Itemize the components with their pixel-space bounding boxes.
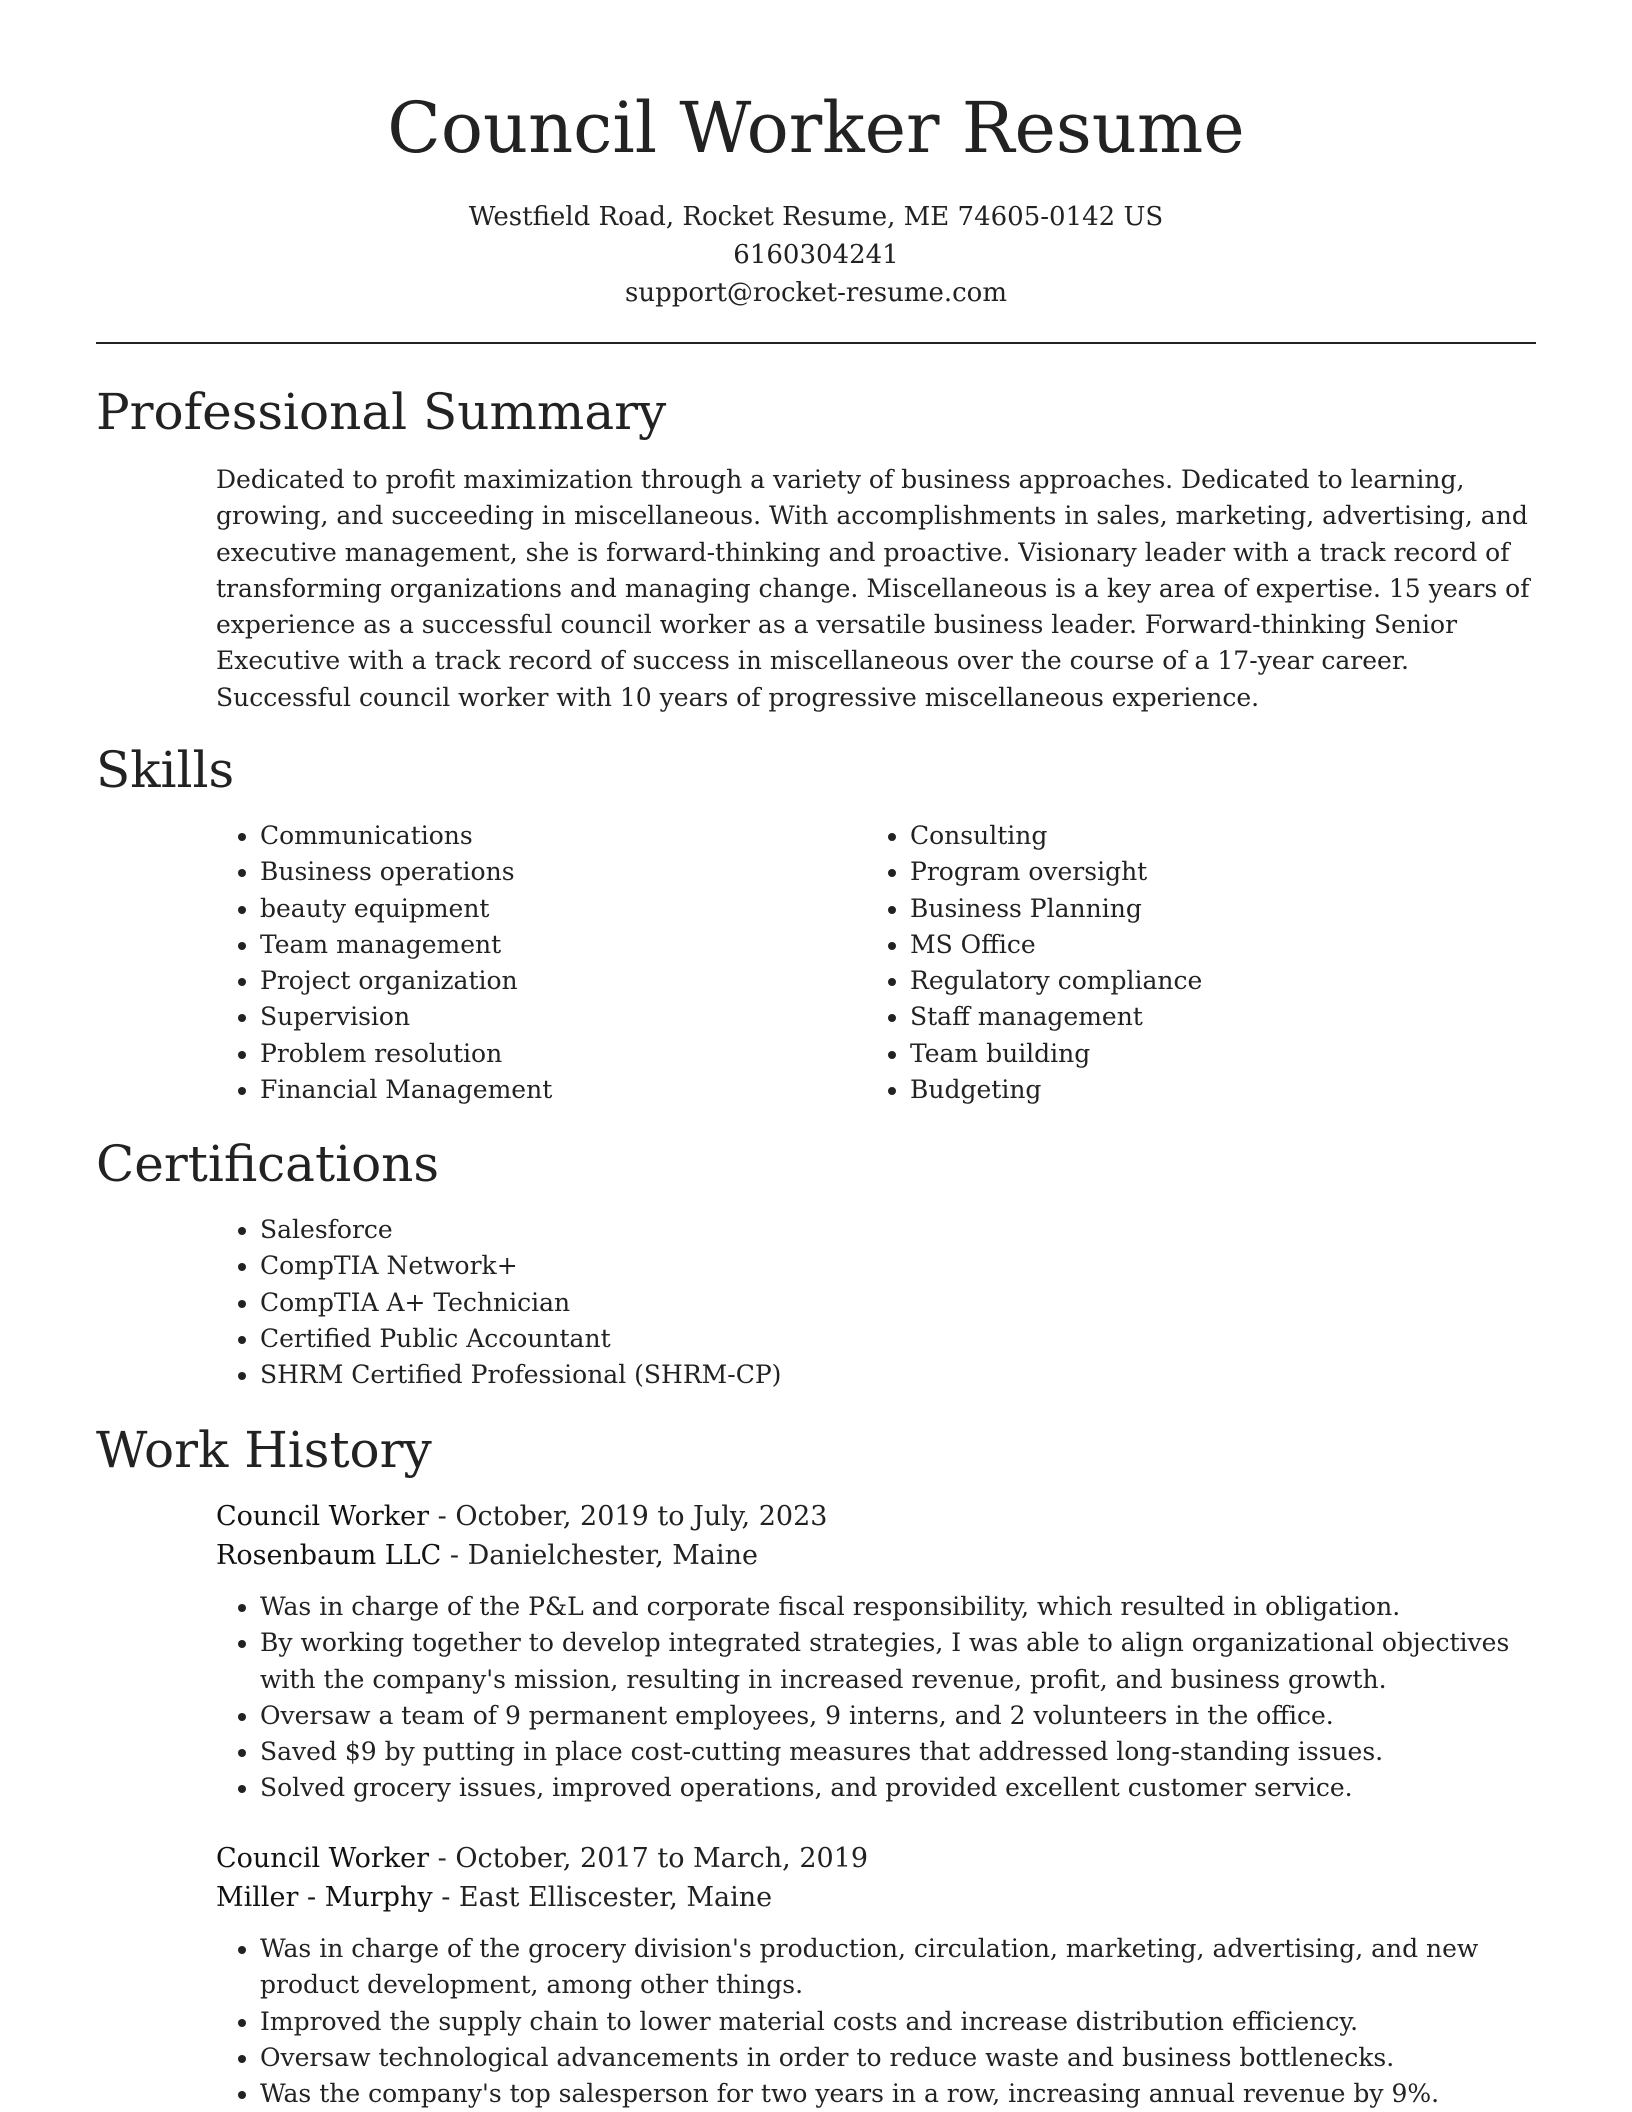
job-bullet: • Saved $9 by putting in place cost-cutting measures that addressed long-standing issues.: [260, 1734, 1536, 1770]
skill-item: • Consulting: [910, 818, 1466, 854]
skill-item: • Project organization: [260, 963, 816, 999]
job-title-line: [216, 1497, 1536, 1536]
certification-item: • Salesforce: [260, 1212, 1536, 1248]
skills-right-list: [866, 818, 1466, 1108]
job-location: Danielchester, Maine: [467, 1540, 759, 1571]
job-bullets: [216, 1589, 1536, 1807]
job-bullets: [216, 1931, 1536, 2112]
skill-item: • Budgeting: [910, 1072, 1466, 1108]
contact-address: Westfield Road, Rocket Resume, ME 74605-0142 US: [468, 202, 1164, 232]
skills-left-list: [216, 818, 816, 1108]
skill-item: • Business operations: [260, 854, 816, 890]
job-dates: October, 2017 to March, 2019: [455, 1843, 869, 1874]
summary-heading: Professional Summary: [96, 383, 667, 441]
resume-header: [96, 80, 1536, 312]
separator: -: [449, 1540, 468, 1571]
job-title: Council Worker: [216, 1843, 429, 1874]
job-bullet: • By working together to develop integrated strategies, I was able to align organizational objectives with the company's mission, resulting in increased revenue, profit, and business growth.: [260, 1625, 1536, 1698]
skill-item: • Team building: [910, 1036, 1466, 1072]
certification-item: • Certified Public Accountant: [260, 1321, 1536, 1357]
skill-item: • Problem resolution: [260, 1036, 816, 1072]
skill-item: • Staff management: [910, 999, 1466, 1035]
skill-item: • Financial Management: [260, 1072, 816, 1108]
skills-heading: Skills: [96, 741, 235, 799]
certification-item: • CompTIA A+ Technician: [260, 1285, 1536, 1321]
job-bullet: • Was in charge of the P&L and corporate fiscal responsibility, which resulted in obligation.: [260, 1589, 1536, 1625]
job-bullet: • Oversaw technological advancements in order to reduce waste and business bottlenecks.: [260, 2040, 1536, 2076]
job-bullet: • Was the company's top salesperson for two years in a row, increasing annual revenue by 9%.: [260, 2076, 1536, 2112]
job-entry: [216, 1497, 1536, 1807]
job-company-line: [216, 1536, 1536, 1575]
skill-item: • Business Planning: [910, 891, 1466, 927]
separator: -: [437, 1843, 456, 1874]
job-bullet: • Solved grocery issues, improved operations, and provided excellent customer service.: [260, 1770, 1536, 1806]
certifications-block: [216, 1212, 1536, 1393]
job-company-line: [216, 1878, 1536, 1917]
job-location: East Elliscester, Maine: [458, 1882, 773, 1913]
skill-item: • beauty equipment: [260, 891, 816, 927]
contact-phone: 6160304241: [733, 240, 899, 270]
skill-item: • MS Office: [910, 927, 1466, 963]
separator: -: [437, 1501, 456, 1532]
contact-info: [96, 198, 1536, 312]
contact-email: support@rocket-resume.com: [624, 278, 1007, 308]
skill-item: • Supervision: [260, 999, 816, 1035]
header-divider: [96, 342, 1536, 344]
job-dates: October, 2019 to July, 2023: [455, 1501, 828, 1532]
job-entry: [216, 1839, 1536, 2112]
job-company: Miller - Murphy: [216, 1882, 433, 1913]
certification-item: • CompTIA Network+: [260, 1248, 1536, 1284]
skills-right-column: [866, 818, 1466, 1108]
certification-item: • SHRM Certified Professional (SHRM-CP): [260, 1357, 1536, 1393]
skills-left-column: [216, 818, 816, 1108]
job-bullet: • Oversaw a team of 9 permanent employees, 9 interns, and 2 volunteers in the office.: [260, 1698, 1536, 1734]
certifications-heading: Certifications: [96, 1135, 440, 1193]
work-history-heading: Work History: [96, 1421, 432, 1479]
skill-item: • Communications: [260, 818, 816, 854]
job-title-line: [216, 1839, 1536, 1878]
resume-title: Council Worker Resume: [387, 87, 1245, 169]
summary-text: Dedicated to profit maximization through a variety of business approaches. Dedicated to learning, growing, and succeeding in miscellaneous. With accomplishments in sales, marketing, advertising, and executive management, she is forward-thinking and proactive. Visionary leader with a track record of transforming organizations and managing change. Miscellaneous is a key area of expertise. 15 years of experience as a successful council worker as a versatile business leader. Forward-thinking Senior Executive with a track record of success in miscellaneous over the course of a 17-year career. Successful council worker with 10 years of progressive miscellaneous experience.: [216, 465, 1530, 712]
skill-item: • Team management: [260, 927, 816, 963]
skill-item: • Regulatory compliance: [910, 963, 1466, 999]
skill-item: • Program oversight: [910, 854, 1466, 890]
job-company: Rosenbaum LLC: [216, 1540, 442, 1571]
certifications-list: [216, 1212, 1536, 1393]
job-bullet: • Was in charge of the grocery division's production, circulation, marketing, advertising, and new product development, among other things.: [260, 1931, 1536, 2004]
separator: -: [441, 1882, 459, 1913]
job-bullet: • Improved the supply chain to lower material costs and increase distribution efficiency.: [260, 2004, 1536, 2040]
job-title: Council Worker: [216, 1501, 429, 1532]
